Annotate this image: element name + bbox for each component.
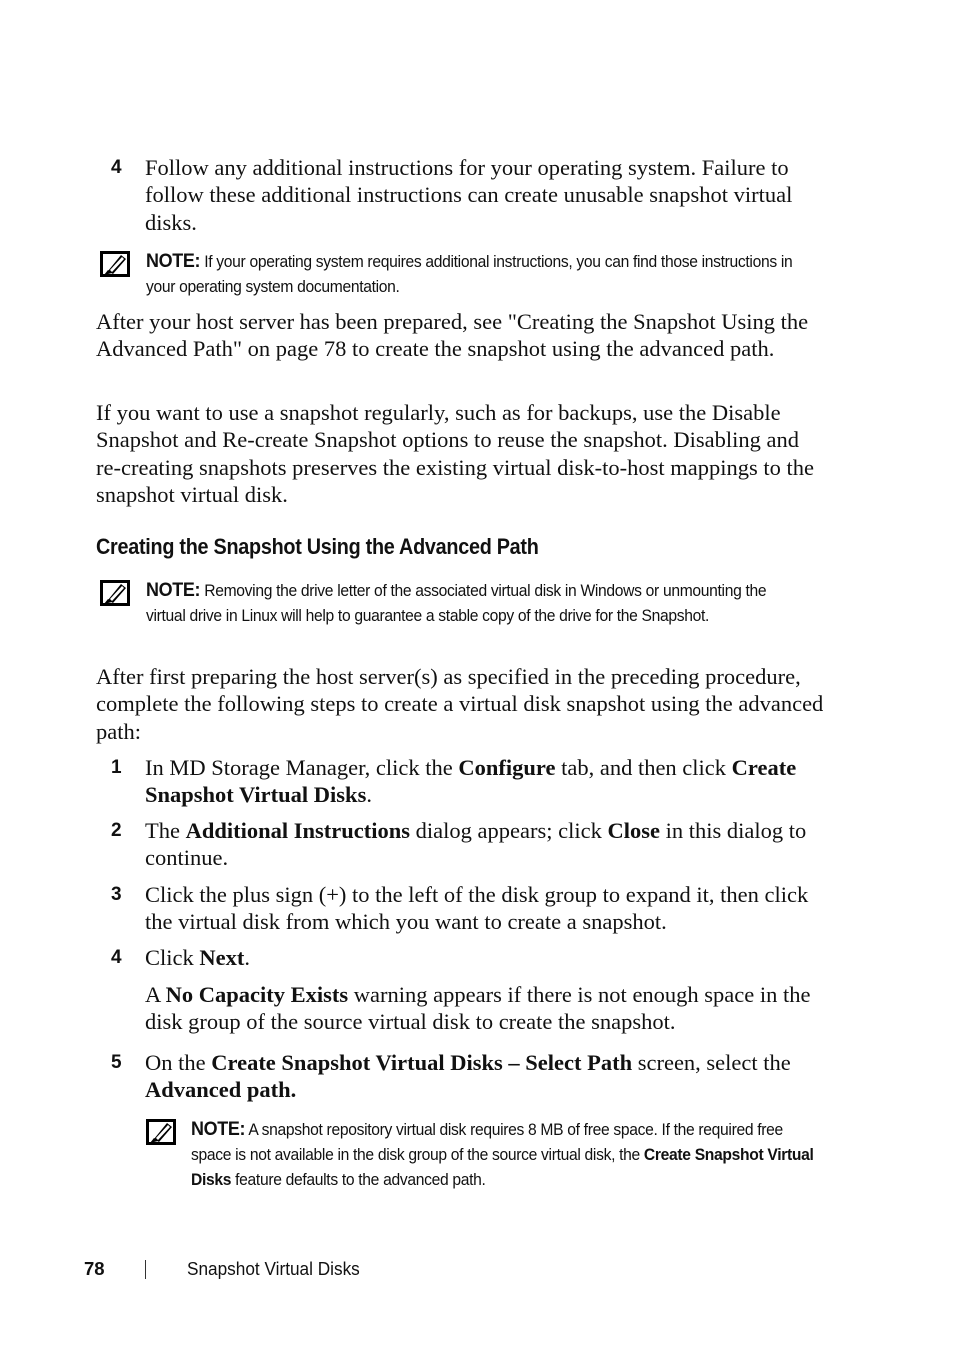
- ui-term: Additional Instructions: [185, 818, 411, 843]
- step-text: Follow any additional instructions for your operating system. Failure to follow these additional instructions can create unusable snapshot virtual disks.: [145, 155, 793, 235]
- note-pencil-icon: [100, 580, 130, 606]
- step-number: 4: [111, 157, 122, 178]
- note-block: [191, 1117, 826, 1192]
- step-text-run: dialog appears; click: [410, 818, 608, 843]
- footer-section-title: Snapshot Virtual Disks: [187, 1258, 360, 1279]
- step-text-run: In MD Storage Manager, click the: [145, 755, 459, 780]
- step-number: 1: [111, 757, 122, 778]
- ui-term: Advanced path.: [145, 1077, 297, 1103]
- note-text: If your operating system requires additional instructions, you can find those instructions in your operating system documentation.: [146, 252, 793, 296]
- note-block: [146, 578, 790, 628]
- note-text: Removing the drive letter of the associated virtual disk in Windows or unmounting the virtual drive in Linux will help to guarantee a stable copy of the drive for the Snapshot.: [146, 581, 767, 625]
- step-text: [145, 944, 825, 971]
- ui-term: Configure: [458, 755, 556, 780]
- step-number: 5: [111, 1052, 122, 1073]
- step-text-run: screen, select the: [632, 1050, 791, 1075]
- paragraph: After first preparing the host server(s) as specified in the preceding procedure, complete the following steps to create a virtual disk snapshot using the advanced path:: [96, 664, 824, 744]
- note-block: [146, 249, 822, 299]
- page-number: 78: [84, 1258, 105, 1279]
- step-number: 3: [111, 884, 122, 905]
- step-text-run: .: [366, 782, 372, 808]
- paragraph: If you want to use a snapshot regularly, such as for backups, use the Disable Snapshot and Re-create Snapshot options to reuse the snapshot. Disabling and re-creating snapshots preserves the existing virtual disk-to-host mappings to the snapshot virtual disk.: [96, 400, 814, 507]
- step-text-run: .: [244, 945, 250, 970]
- ui-term: Next: [199, 945, 245, 970]
- footer-divider: [145, 1260, 146, 1279]
- step-subtext: [145, 981, 825, 1036]
- step-text-run: On the: [145, 1050, 212, 1075]
- ui-term: No Capacity Exists: [165, 982, 349, 1007]
- ui-term: Create Snapshot Virtual Disks: [145, 755, 797, 808]
- note-text: feature defaults to the advanced path.: [231, 1170, 486, 1189]
- step-text-run: The: [145, 818, 186, 843]
- note-label: NOTE:: [146, 579, 201, 601]
- step-text-run: Click: [145, 945, 200, 970]
- step-text-run: tab, and then click: [555, 755, 732, 780]
- step-text: [145, 817, 825, 872]
- note-text: A snapshot repository virtual disk requires 8 MB of free space. If the required free space is not available in the disk group of the source virtual disk, the: [191, 1120, 783, 1164]
- note-label: NOTE:: [146, 250, 201, 272]
- ui-term: Close: [607, 818, 660, 843]
- note-label: NOTE:: [191, 1118, 246, 1140]
- note-pencil-icon: [146, 1119, 176, 1145]
- step-number: 4: [111, 947, 122, 968]
- ui-term: Create Snapshot Virtual Disks: [191, 1145, 814, 1189]
- paragraph: After your host server has been prepared, see "Creating the Snapshot Using the Advanced Path" on page 78 to create the snapshot using the advanced path.: [96, 309, 809, 362]
- note-pencil-icon: [100, 251, 130, 277]
- step-text-run: warning appears if there is not enough space in the disk group of the source virtual disk to create the snapshot.: [145, 982, 811, 1035]
- ui-term: Create Snapshot Virtual Disks – Select Path: [211, 1050, 633, 1075]
- step-text: Click the plus sign (+) to the left of the disk group to expand it, then click the virtual disk from which you want to create a snapshot.: [145, 882, 809, 935]
- step-text-run: in this dialog to continue.: [145, 818, 807, 871]
- section-heading: Creating the Snapshot Using the Advanced Path: [96, 534, 539, 559]
- step-number: 2: [111, 820, 122, 841]
- step-text-run: A: [145, 982, 166, 1007]
- step-text: [145, 754, 825, 809]
- step-text: [145, 1049, 825, 1104]
